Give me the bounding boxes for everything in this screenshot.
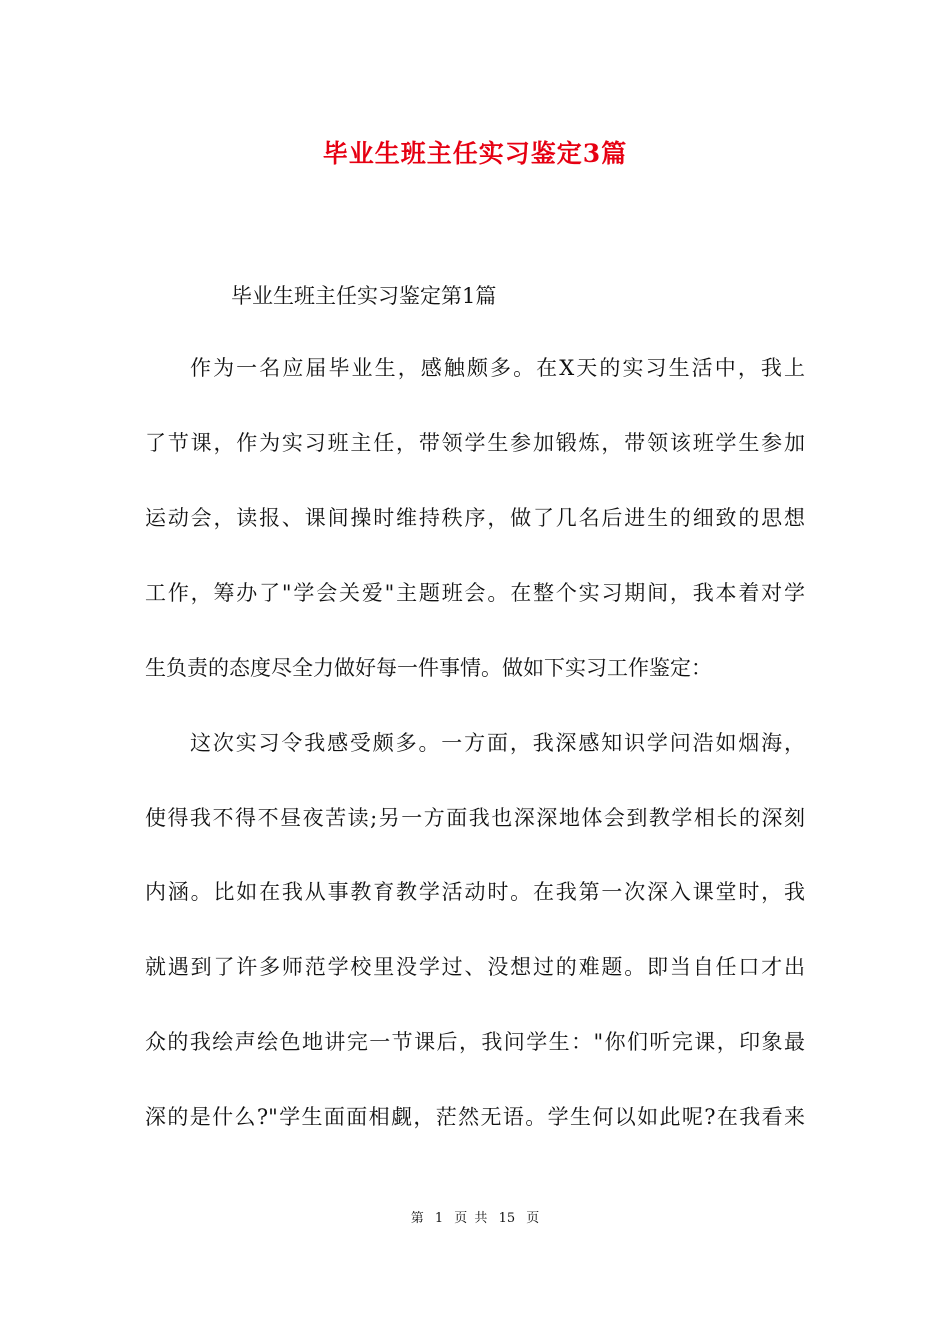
paragraph-line: 众的我绘声绘色地讲完一节课后，我问学生："你们听完课，印象最 xyxy=(145,1030,805,1054)
paragraph-line: 使得我不得不昼夜苦读;另一方面我也深深地体会到教学相长的深刻 xyxy=(145,806,805,830)
paragraph-line: 这次实习令我感受颇多。一方面，我深感知识学问浩如烟海， xyxy=(190,731,805,755)
footer-prefix: 第 xyxy=(410,1211,424,1226)
page-footer xyxy=(0,1207,950,1226)
paragraph-line: 作为一名应届毕业生，感触颇多。在X天的实习生活中，我上 xyxy=(190,356,805,380)
section-heading: 毕业生班主任实习鉴定第1篇 xyxy=(231,284,497,308)
paragraph-line: 了节课，作为实习班主任，带领学生参加锻炼，带领该班学生参加 xyxy=(145,431,805,455)
paragraph-line: 内涵。比如在我从事教育教学活动时。在我第一次深入课堂时，我 xyxy=(145,880,805,904)
paragraph-line: 生负责的态度尽全力做好每一件事情。做如下实习工作鉴定： xyxy=(145,656,712,680)
footer-total-pages: 15 xyxy=(498,1211,516,1226)
document-title: 毕业生班主任实习鉴定3篇 xyxy=(322,139,628,168)
footer-suffix: 页 xyxy=(526,1211,540,1226)
footer-middle: 页 共 xyxy=(454,1211,488,1226)
paragraph-line: 就遇到了许多师范学校里没学过、没想过的难题。即当自任口才出 xyxy=(145,955,805,979)
paragraph-line: 深的是什么?"学生面面相觑，茫然无语。学生何以如此呢?在我看来 xyxy=(145,1105,805,1129)
footer-current-page: 1 xyxy=(434,1211,444,1226)
paragraph-line: 工作，筹办了"学会关爱"主题班会。在整个实习期间，我本着对学 xyxy=(145,581,805,605)
paragraph-line: 运动会，读报、课间操时维持秩序，做了几名后进生的细致的思想 xyxy=(145,506,805,530)
